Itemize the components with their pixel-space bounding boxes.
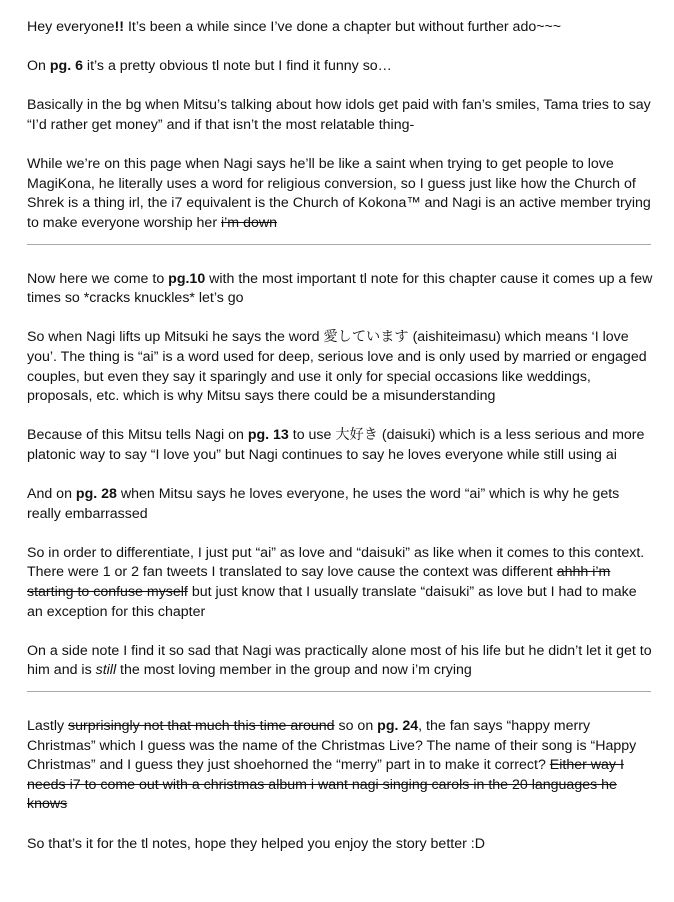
pg10-ref: pg.10 — [168, 270, 206, 287]
pg13-text: to use 大好き (daisuki) which is a less serious and more platonic way to say “I love you” but Nagi continues to say he loves everyone while still using ai — [27, 427, 645, 463]
divider-1 — [27, 244, 651, 245]
pg28-ref: pg. 28 — [75, 486, 117, 503]
pg6-text: it’s a pretty obvious tl note but I find it funny so… — [82, 58, 392, 75]
pg24-ref: pg. 24 — [377, 718, 419, 734]
paragraph-daisuki — [27, 426, 655, 465]
paragraph-pg10 — [27, 270, 655, 309]
christmas-so-on: so on — [334, 718, 378, 734]
pg13-ref: pg. 13 — [247, 427, 289, 444]
christmas-text: , the fan says “happy merry Christmas” which I guess was the name of the Christmas Live? The name of their song is “Happy Christmas” and I guess they just shoehorned the “merry” part in to make it correct? — [27, 718, 637, 774]
differentiate-text: So in order to differentiate, I just put “ai” as love and “daisuki” as like when it comes to this context. There were 1 or 2 fan tweets I translated to say love cause the context was different — [27, 544, 645, 581]
pg10-text: with the most important tl note for this chapter cause it comes up a few times so *cracks knuckles* let’s go — [27, 270, 653, 307]
church-text: While we’re on this page when Nagi says he’ll be like a saint when trying to get people to love MagiKona, he literally uses a word for religious conversion, so I guess just like how the Church of Shrek is a thing irl, the i7 equivalent is the Church of Kokona™ and Nagi is an active member trying to make everyone worship her — [27, 156, 651, 231]
side-note-italic: still — [95, 662, 117, 679]
pg28-text: when Mitsu says he loves everyone, he uses the word “ai” which is why he gets really embarrassed — [27, 486, 620, 522]
intro-text: Hey everyone — [27, 19, 115, 35]
paragraph-differentiate — [27, 544, 655, 622]
paragraph-aishiteimasu: So when Nagi lifts up Mitsuki he says the word 愛しています (aishiteimasu) which means ‘I love you’. The thing is “ai” is a word used for deep, serious love and is only used by married or engaged couples, but even they say it sparingly and use it only for special occasions like weddings, proposals, etc. which is why Mitsu says there could be a misunderstanding — [27, 329, 647, 405]
side-note-text: On a side note I find it so sad that Nagi was practically alone most of his life but he didn’t let it get to him and is — [27, 642, 652, 679]
christmas-lead: Lastly — [27, 718, 69, 734]
pg10-lead: Now here we come to — [27, 270, 169, 287]
church-strike: i’m down — [221, 214, 277, 231]
paragraph-pg28 — [27, 485, 655, 524]
paragraph-side-note — [27, 642, 655, 681]
differentiate-text-rest: but just know that I usually translate “daisuki” as love but I had to make an exception for this chapter — [27, 584, 637, 620]
paragraph-closing: So that’s it for the tl notes, hope they helped you enjoy the story better :D — [27, 835, 485, 852]
paragraph-intro — [27, 18, 655, 38]
paragraph-church — [27, 155, 655, 233]
christmas-strike-1: surprisingly not that much this time around — [68, 718, 335, 734]
paragraph-tama: Basically in the bg when Mitsu’s talking about how idols get paid with fan’s smiles, Tama tries to say “I’d rather get money” and if that isn’t the most relatable thing- — [27, 97, 651, 133]
paragraph-pg6 — [27, 57, 655, 77]
pg6-ref: pg. 6 — [49, 58, 83, 75]
divider-2 — [27, 691, 651, 692]
intro-text-rest: It’s been a while since I’ve done a chapter but without further ado~~~ — [124, 19, 562, 35]
side-note-text-rest: the most loving member in the group and now i’m crying — [116, 662, 472, 679]
paragraph-christmas — [27, 717, 655, 815]
christmas-strike-2: Either way I needs i7 to come out with a christmas album i want nagi singing carols in the 20 languages he knows — [27, 757, 624, 813]
intro-exclaim: !! — [114, 19, 124, 35]
differentiate-strike: ahhh i’m starting to confuse myself — [27, 564, 611, 601]
pg13-lead: Because of this Mitsu tells Nagi on — [27, 427, 248, 444]
pg6-lead: On — [27, 58, 50, 75]
pg28-lead: And on — [27, 486, 76, 503]
document-page — [27, 18, 655, 854]
